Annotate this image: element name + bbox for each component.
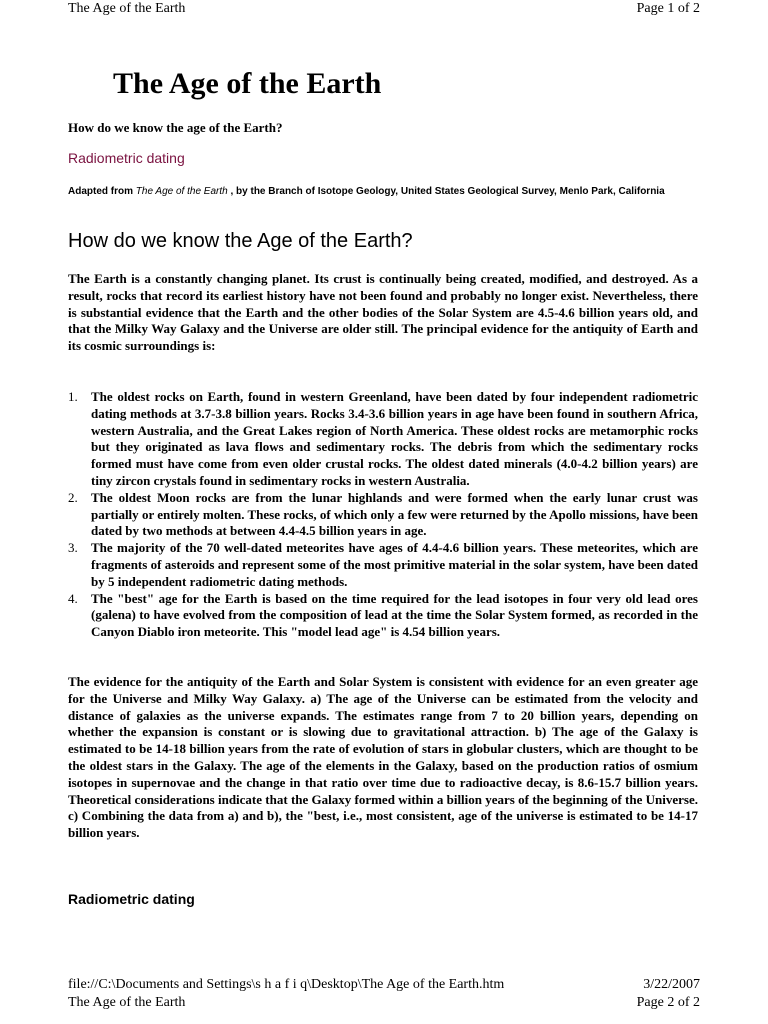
- footer-date: 3/22/2007: [643, 977, 700, 992]
- list-item-number: 4.: [68, 590, 78, 606]
- attribution-work: The Age of the Earth: [135, 186, 228, 197]
- intro-paragraph: The Earth is a constantly changing planet. Its crust is continually being created, modified, and destroyed. As a result, rocks that record its earliest history have not been found and probably no longer exist. Nevertheless, there is substantial evidence that the Earth and the other bodies of the Solar System are 4.5-4.6 billion years old, and that the Milky Way Galaxy and the Universe are older still. The principal evidence for the antiquity of Earth and its cosmic surroundings is:: [68, 271, 698, 354]
- list-item: [68, 591, 698, 641]
- conclusion-paragraph: The evidence for the antiquity of the Earth and Solar System is consistent with evidence for an even greater age for the Universe and Milky Way Galaxy. a) The age of the Universe can be estimated from the velocity and distance of galaxies as the universe expands. The estimates range from 7 to 20 billion years, depending on whether the expansion is constant or is slowing due to gravitational attraction. b) The age of the Galaxy is estimated to be 14-18 billion years from the rate of evolution of stars in globular clusters, which are thought to be the oldest stars in the Galaxy. The age of the elements in the Galaxy, based on the production ratios of osmium isotopes in supernovae and the change in that ratio over time due to radioactive decay, is 8.6-15.7 billion years. Theoretical considerations indicate that the Galaxy formed within a billion years of the beginning of the Universe. c) Combining the data from a) and b), the "best, i.e., most consistent, age of the universe is estimated to be 14-17 billion years.: [68, 674, 698, 841]
- footer-page-number: Page 2 of 2: [636, 995, 700, 1010]
- header-doc-title: The Age of the Earth: [68, 1, 186, 16]
- attribution-prefix: Adapted from: [68, 186, 136, 197]
- section-heading-age: How do we know the Age of the Earth?: [68, 230, 413, 252]
- section-heading-radiometric: Radiometric dating: [68, 891, 195, 907]
- footer-doc-title: The Age of the Earth: [68, 995, 186, 1010]
- evidence-list: [68, 389, 698, 641]
- list-item: [68, 490, 698, 540]
- toc-link-age-question[interactable]: How do we know the age of the Earth?: [68, 120, 283, 135]
- list-item-text: The oldest rocks on Earth, found in western Greenland, have been dated by four independent radiometric dating methods at 3.7-3.8 billion years. Rocks 3.4-3.6 billion years in age have been found in southern Africa, western Australia, and the Great Lakes region of North America. These oldest rocks are metamorphic rocks but they originated as lava flows and sedimentary rocks. The debris from which the sedimentary rocks formed must have come from even older crustal rocks. The oldest dated minerals (4.0-4.2 billion years) are tiny zircon crystals found in sedimentary rocks in western Australia.: [91, 389, 698, 488]
- list-item-text: The "best" age for the Earth is based on the time required for the lead isotopes in four very old lead ores (galena) to have evolved from the composition of lead at the time the Solar System formed, as recorded in the Canyon Diablo iron meteorite. This "model lead age" is 4.54 billion years.: [91, 590, 698, 640]
- footer-file-path: file://C:\Documents and Settings\s h a f i q\Desktop\The Age of the Earth.htm: [68, 977, 505, 992]
- header-page-number: Page 1 of 2: [636, 1, 700, 16]
- list-item-number: 1.: [68, 389, 78, 404]
- list-item: [68, 389, 698, 490]
- list-item-number: 3.: [68, 540, 78, 556]
- list-item-text: The majority of the 70 well-dated meteorites have ages of 4.4-4.6 billion years. These meteorites, which are fragments of asteroids and represent some of the most primitive material in the solar system, have been dated by 5 independent radiometric dating methods.: [91, 540, 698, 589]
- print-header: [68, 0, 700, 20]
- toc-link-radiometric-dating[interactable]: Radiometric dating: [68, 150, 185, 166]
- page-title: The Age of the Earth: [113, 67, 382, 100]
- list-item-text: The oldest Moon rocks are from the lunar highlands and were formed when the early lunar crust was partially or entirely molten. These rocks, of which only a few were returned by the Apollo missions, have been dated by two methods at between 4.4-4.5 billion years in age.: [91, 489, 698, 539]
- attribution: [68, 186, 700, 198]
- attribution-suffix: , by the Branch of Isotope Geology, United States Geological Survey, Menlo Park, California: [227, 186, 665, 197]
- list-item: [68, 540, 698, 590]
- list-item-number: 2.: [68, 489, 78, 505]
